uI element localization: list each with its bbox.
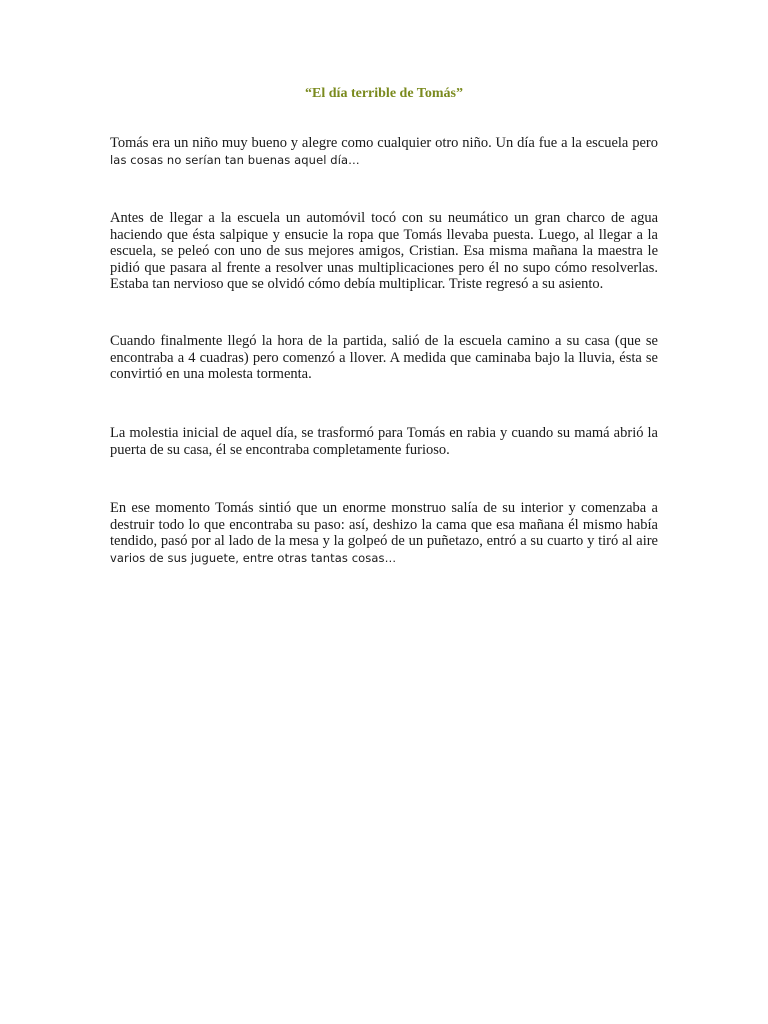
paragraph-3 — [110, 333, 658, 383]
paragraph-4 — [110, 425, 658, 458]
paragraph-5-tail-text: varios de sus juguete, entre otras tantas cosas… — [110, 550, 397, 565]
paragraph-1 — [110, 135, 658, 168]
paragraph-5 — [110, 500, 658, 566]
document-title: “El día terrible de Tomás” — [305, 86, 463, 101]
paragraph-1-tail-text: las cosas no serían tan buenas aquel día… — [110, 152, 360, 167]
paragraph-3-text: Cuando finalmente llegó la hora de la partida, salió de la escuela camino a su casa (que se encontraba a 4 cuadras) pero comenzó a llover. A medida que caminaba bajo la lluvia, ésta se convirtió en una molesta tormenta. — [110, 333, 658, 382]
paragraph-4-text: La molestia inicial de aquel día, se trasformó para Tomás en rabia y cuando su mamá abrió la puerta de su casa, él se encontraba completamente furioso. — [110, 425, 658, 458]
paragraph-2 — [110, 210, 658, 293]
paragraph-2-text: Antes de llegar a la escuela un automóvil tocó con su neumático un gran charco de agua haciendo que ésta salpique y ensucie la ropa que Tomás llevaba puesta. Luego, al llegar a la escuela, se peleó con uno de sus mejores amigos, Cristian. Esa misma mañana la maestra le pidió que pasara al frente a resolver unas multiplicaciones pero él no supo cómo resolverlas. Estaba tan nervioso que se olvidó cómo debía multiplicar. Triste regresó a su asiento. — [110, 210, 658, 292]
paragraph-1-text: Tomás era un niño muy bueno y alegre como cualquier otro niño. Un día fue a la escuela pero — [110, 135, 658, 151]
paragraph-5-text: En ese momento Tomás sintió que un enorme monstruo salía de su interior y comenzaba a destruir todo lo que encontraba su paso: así, deshizo la cama que esa mañana él mismo había tendido, pasó por al lado de la mesa y la golpeó de un puñetazo, entró a su cuarto y tiró al aire — [110, 500, 658, 549]
